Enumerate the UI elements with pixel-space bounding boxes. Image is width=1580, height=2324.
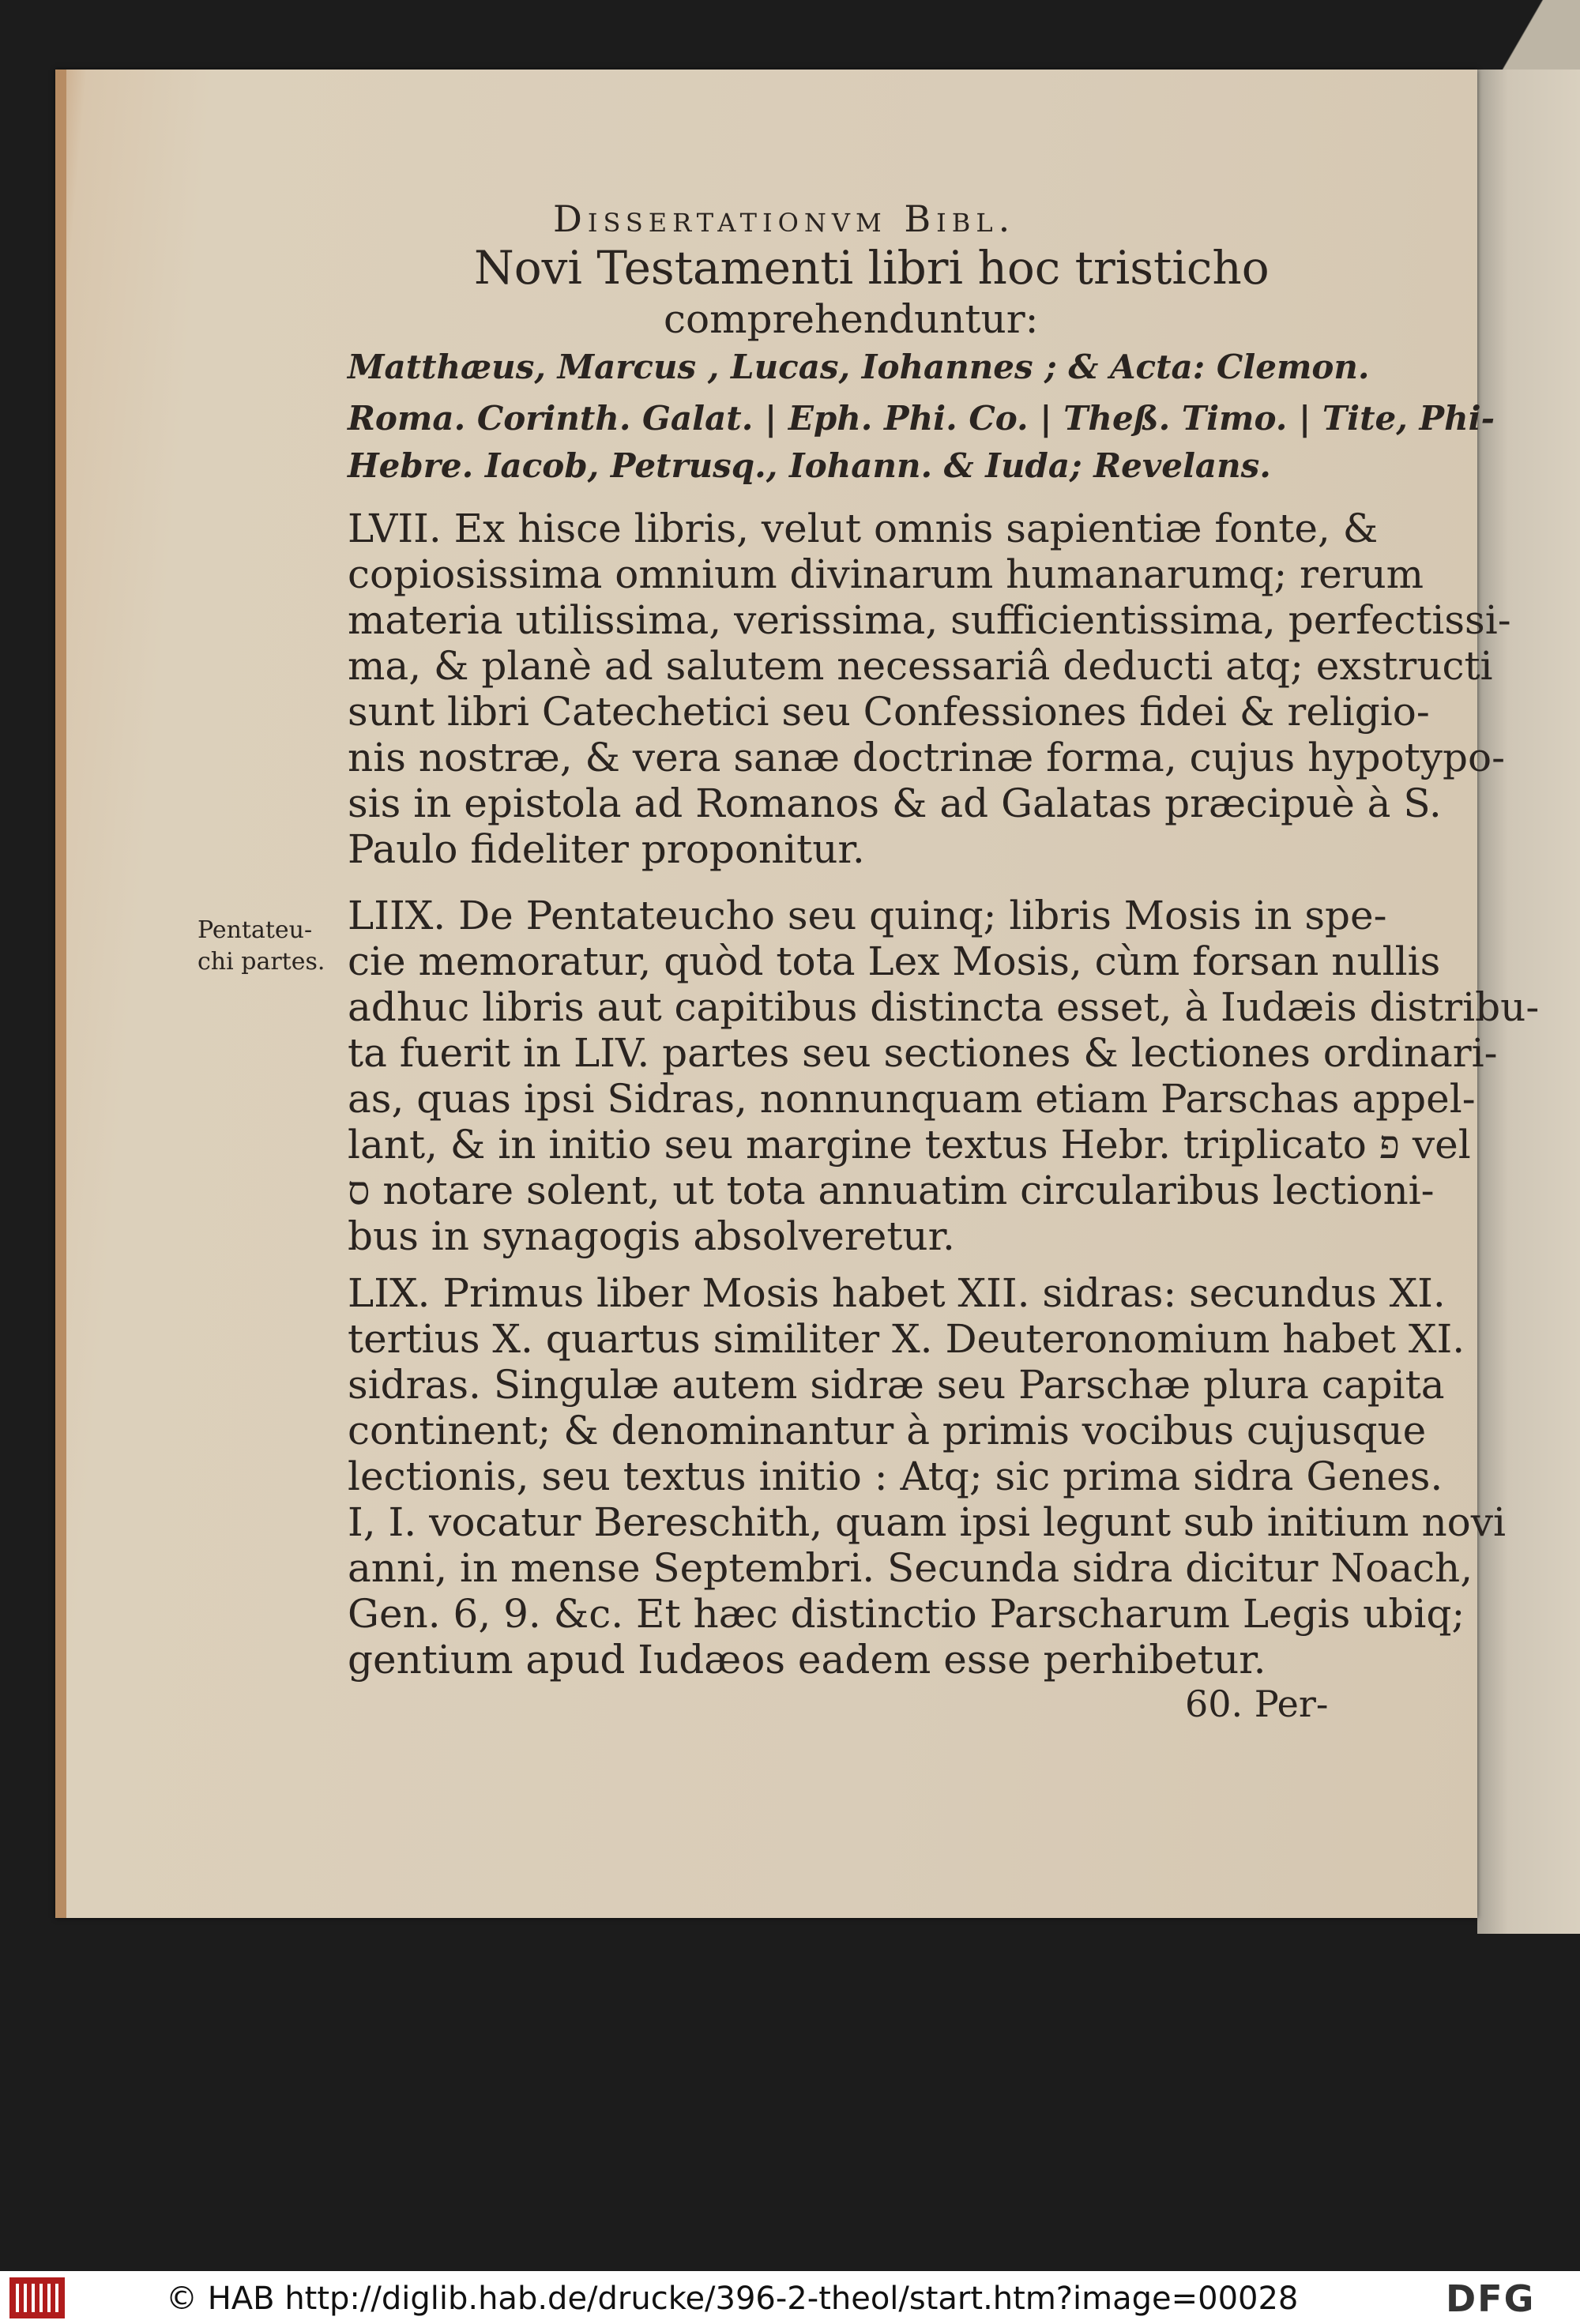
section-heading-continued: comprehenduntur: [664, 296, 1039, 342]
margin-note: chi partes. [198, 948, 325, 976]
body-line: tertius X. quartus similiter X. Deuteronomium habet XI. [348, 1316, 1465, 1362]
copyright-link[interactable]: © HAB http://diglib.hab.de/drucke/396-2-theol/start.htm?image=00028 [166, 2281, 1299, 2317]
body-line: I, I. vocatur Bereschith, quam ipsi legunt sub initium novi [348, 1499, 1507, 1545]
body-line: Paulo fideliter proponitur. [348, 826, 865, 872]
body-line: sunt libri Catechetici seu Confessiones fidei & religio- [348, 689, 1430, 735]
verse-line: Roma. Corinth. Galat. | Eph. Phi. Co. | Theß. Timo. | Tite, Phi- [348, 399, 1495, 438]
footer-bar [0, 2271, 1580, 2324]
verse-line: Matthæus, Marcus , Lucas, Iohannes ; & Acta: Clemon. [348, 348, 1370, 386]
running-title: Dissertationvm Bibl. [553, 197, 1016, 240]
body-line: gentium apud Iudæos eadem esse perhibetur. [348, 1637, 1266, 1683]
body-line: lectionis, seu textus initio : Atq; sic prima sidra Genes. [348, 1453, 1443, 1499]
dfg-logo: DFG [1446, 2277, 1536, 2320]
body-line: LIX. Primus liber Mosis habet XII. sidras: secundus XI. [348, 1270, 1446, 1316]
body-line: materia utilissima, verissima, sufficientissima, perfectissi- [348, 597, 1511, 643]
body-line: anni, in mense Septembri. Secunda sidra dicitur Noach, [348, 1545, 1473, 1591]
body-line: sis in epistola ad Romanos & ad Galatas præcipuè à S. [348, 780, 1442, 826]
body-line: Gen. 6, 9. &c. Et hæc distinctio Parscharum Legis ubiq; [348, 1591, 1465, 1637]
section-heading: Novi Testamenti libri hoc tristicho [474, 241, 1270, 295]
page-left-edge [55, 70, 66, 1918]
body-line: adhuc libris aut capitibus distincta esset, à Iudæis distribu- [348, 984, 1540, 1030]
body-line: bus in synagogis absolveretur. [348, 1213, 955, 1259]
body-line: LVII. Ex hisce libris, velut omnis sapientiæ fonte, & [348, 506, 1379, 551]
body-line: ma, & planè ad salutem necessariâ deducti atq; exstructi [348, 643, 1493, 689]
body-line: LIIX. De Pentateucho seu quinq; libris Mosis in spe- [348, 893, 1387, 938]
body-line: cie memoratur, quòd tota Lex Mosis, cùm forsan nullis [348, 938, 1441, 984]
body-line: lant, & in initio seu margine textus Hebr. triplicato פ vel [348, 1122, 1471, 1168]
body-line: continent; & denominantur à primis vocibus cujusque [348, 1408, 1427, 1453]
next-page-corner [1477, 0, 1580, 71]
body-line: as, quas ipsi Sidras, nonnunquam etiam Parschas appel- [348, 1076, 1476, 1122]
body-line: copiosissima omnium divinarum humanarumq; rerum [348, 551, 1424, 597]
body-line: nis nostræ, & vera sanæ doctrinæ forma, cujus hypotypo- [348, 735, 1505, 780]
verse-line: Hebre. Iacob, Petrusq., Iohann. & Iuda; Revelans. [348, 446, 1271, 485]
margin-note: Pentateu- [198, 916, 313, 944]
body-line: ס notare solent, ut tota annuatim circularibus lectioni- [348, 1168, 1435, 1213]
hab-logo-icon [9, 2277, 65, 2318]
body-line: ta fuerit in LIV. partes seu sectiones & lectiones ordinari- [348, 1030, 1498, 1076]
catchword: 60. Per- [1185, 1683, 1329, 1725]
body-line: sidras. Singulæ autem sidræ seu Parschæ plura capita [348, 1362, 1445, 1408]
